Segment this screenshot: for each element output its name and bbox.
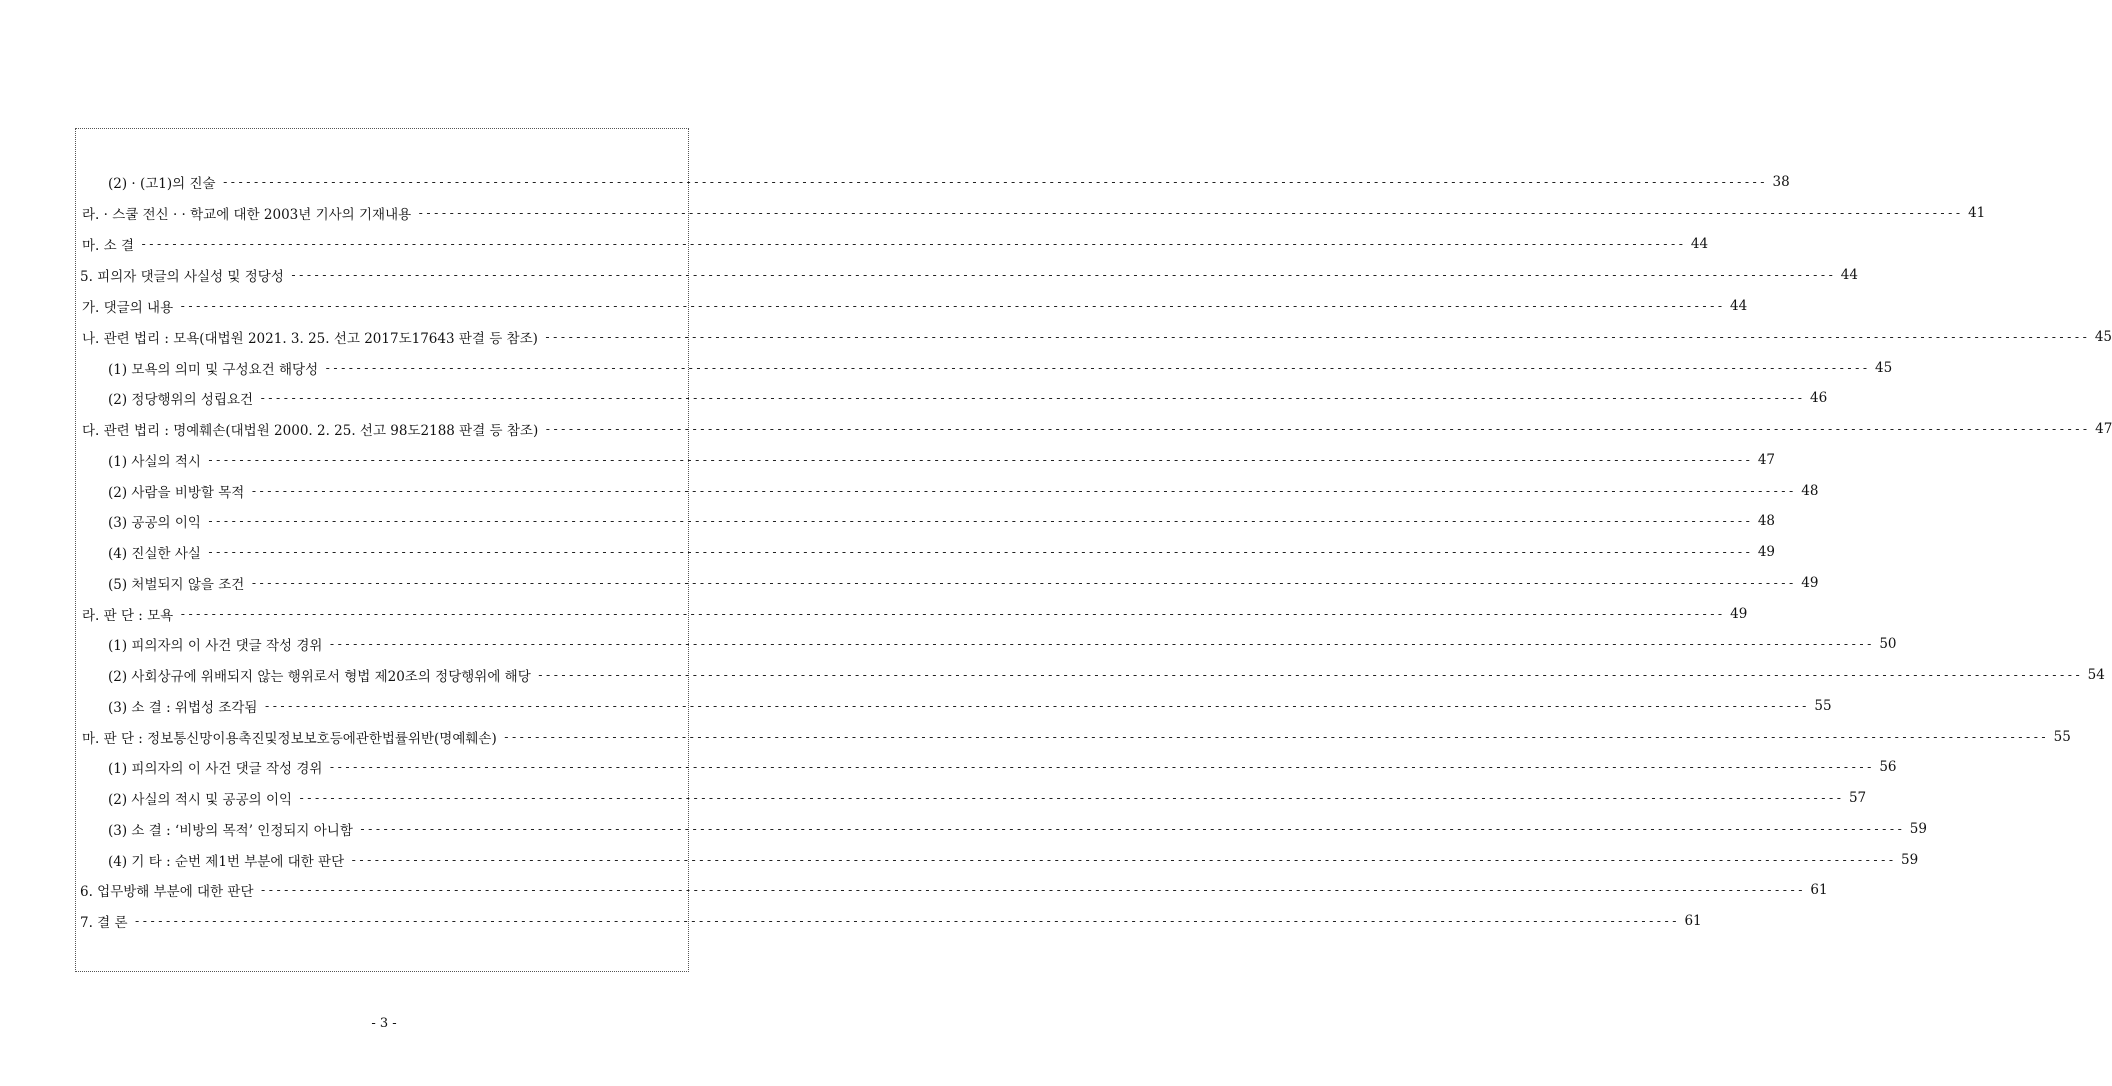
toc-dot-leader: -------------------------------------------------------------------------------------------------------------------------------------------------------------------------------------------------------- <box>206 545 1752 559</box>
toc-entry-title: (2) 사회상규에 위배되지 않는 행위로서 형법 제20조의 정당행위에 해당 <box>108 669 531 685</box>
toc-entry-page: 44 <box>1730 298 1748 314</box>
toc-entry[interactable] <box>76 510 1776 532</box>
toc-entry-title: 다. 관련 법리 : 명예훼손(대법원 2000. 2. 25. 선고 98도2188 판결 등 참조) <box>82 423 539 439</box>
toc-entry-page: 45 <box>1875 360 1893 376</box>
toc-dot-leader: -------------------------------------------------------------------------------------------------------------------------------------------------------------------------------------------------------- <box>250 576 1796 590</box>
toc-dot-leader: -------------------------------------------------------------------------------------------------------------------------------------------------------------------------------------------------------- <box>328 760 1874 774</box>
table-of-contents <box>75 128 2112 972</box>
toc-entry-page: 46 <box>1810 390 1828 406</box>
toc-dot-leader: -------------------------------------------------------------------------------------------------------------------------------------------------------------------------------------------------------- <box>206 453 1752 467</box>
toc-dot-leader: -------------------------------------------------------------------------------------------------------------------------------------------------------------------------------------------------------- <box>298 791 1843 805</box>
toc-dot-leader: -------------------------------------------------------------------------------------------------------------------------------------------------------------------------------------------------------- <box>543 330 2089 344</box>
toc-entry[interactable] <box>76 449 1776 471</box>
toc-entry[interactable] <box>76 387 1828 409</box>
toc-entry-page: 48 <box>1801 483 1819 499</box>
toc-dot-leader: -------------------------------------------------------------------------------------------------------------------------------------------------------------------------------------------------------- <box>536 668 2082 682</box>
toc-dot-leader: -------------------------------------------------------------------------------------------------------------------------------------------------------------------------------------------------------- <box>179 299 1725 313</box>
toc-entry-title: 7. 결 론 <box>80 915 128 931</box>
toc-entry-title: (3) 소 결 : 위법성 조각됨 <box>108 700 258 716</box>
toc-entry-title: (3) 공공의 이익 <box>108 515 201 531</box>
toc-entry-title: (2) 사람을 비방할 목적 <box>108 485 245 501</box>
toc-entry[interactable] <box>76 357 1893 379</box>
toc-entry[interactable] <box>76 879 1828 901</box>
toc-entry[interactable] <box>76 326 2112 348</box>
toc-entry-title: 마. 판 단 : 정보통신망이용촉진및정보보호등에관한법률위반(명예훼손) <box>82 731 497 747</box>
toc-dot-leader: -------------------------------------------------------------------------------------------------------------------------------------------------------------------------------------------------------- <box>417 206 1963 220</box>
toc-entry-page: 47 <box>1757 452 1776 468</box>
toc-entry[interactable] <box>76 726 2071 748</box>
toc-dot-leader: -------------------------------------------------------------------------------------------------------------------------------------------------------------------------------------------------------- <box>358 822 1904 836</box>
toc-dot-leader: -------------------------------------------------------------------------------------------------------------------------------------------------------------------------------------------------------- <box>133 914 1679 928</box>
toc-entry-title: 라. · 스쿨 전신 · · 학교에 대한 2003년 기사의 기재내용 <box>82 207 412 223</box>
toc-dot-leader: -------------------------------------------------------------------------------------------------------------------------------------------------------------------------------------------------------- <box>179 607 1725 621</box>
toc-entry-title: (1) 사실의 적시 <box>108 454 201 470</box>
toc-entry[interactable] <box>76 664 2105 686</box>
toc-entry-page: 41 <box>1968 205 1986 221</box>
toc-entry[interactable] <box>76 818 1927 840</box>
toc-entry-page: 45 <box>2094 329 2112 345</box>
toc-entry-title: (1) 모욕의 의미 및 구성요건 해당성 <box>108 362 319 378</box>
toc-entry-title: (2) · (고1)의 진술 <box>108 176 216 192</box>
toc-entry-page: 61 <box>1684 913 1702 929</box>
toc-dot-leader: -------------------------------------------------------------------------------------------------------------------------------------------------------------------------------------------------------- <box>259 391 1804 405</box>
toc-entry[interactable] <box>76 603 1748 625</box>
toc-dot-leader: -------------------------------------------------------------------------------------------------------------------------------------------------------------------------------------------------------- <box>324 361 1870 375</box>
toc-entry[interactable] <box>76 480 1819 502</box>
toc-entry-page: 44 <box>1690 236 1709 252</box>
toc-dot-leader: -------------------------------------------------------------------------------------------------------------------------------------------------------------------------------------------------------- <box>259 883 1805 897</box>
toc-entry-page: 44 <box>1840 267 1858 283</box>
toc-entry-title: (2) 사실의 적시 및 공공의 이익 <box>108 792 293 808</box>
toc-entry-title: (5) 처벌되지 않을 조건 <box>108 577 245 593</box>
toc-entry-page: 48 <box>1757 513 1776 529</box>
toc-entry[interactable] <box>76 787 1867 809</box>
toc-entry[interactable] <box>76 295 1748 317</box>
toc-entry-page: 61 <box>1810 882 1828 898</box>
toc-entry-page: 49 <box>1757 544 1776 560</box>
toc-entry-title: (3) 소 결 : ‘비방의 목적’ 인정되지 아니함 <box>108 823 353 839</box>
toc-entry-page: 56 <box>1879 759 1897 775</box>
toc-entry-page: 59 <box>1909 821 1927 837</box>
toc-entry[interactable] <box>76 202 1986 224</box>
toc-dot-leader: -------------------------------------------------------------------------------------------------------------------------------------------------------------------------------------------------------- <box>263 699 1809 713</box>
toc-dot-leader: -------------------------------------------------------------------------------------------------------------------------------------------------------------------------------------------------------- <box>328 637 1874 651</box>
toc-entry-page: 57 <box>1848 790 1867 806</box>
toc-entry[interactable] <box>76 849 1919 871</box>
toc-dot-leader: -------------------------------------------------------------------------------------------------------------------------------------------------------------------------------------------------------- <box>502 730 2048 744</box>
toc-entry[interactable] <box>76 633 1897 655</box>
toc-entry[interactable] <box>76 572 1819 594</box>
toc-entry-page: 59 <box>1901 852 1919 868</box>
toc-entry-title: 마. 소 결 <box>82 238 134 254</box>
toc-dot-leader: -------------------------------------------------------------------------------------------------------------------------------------------------------------------------------------------------------- <box>544 422 2090 436</box>
toc-entry[interactable] <box>76 695 1832 717</box>
toc-entry-page: 47 <box>2095 421 2112 437</box>
page-number: - 3 - <box>371 1016 397 1031</box>
toc-entry-title: (2) 정당행위의 성립요건 <box>108 392 254 408</box>
toc-dot-leader: -------------------------------------------------------------------------------------------------------------------------------------------------------------------------------------------------------- <box>289 268 1835 282</box>
toc-dot-leader: -------------------------------------------------------------------------------------------------------------------------------------------------------------------------------------------------------- <box>350 853 1896 867</box>
toc-entry[interactable] <box>76 418 2112 440</box>
toc-dot-leader: -------------------------------------------------------------------------------------------------------------------------------------------------------------------------------------------------------- <box>206 514 1752 528</box>
toc-dot-leader: -------------------------------------------------------------------------------------------------------------------------------------------------------------------------------------------------------- <box>250 484 1796 498</box>
toc-entry-page: 50 <box>1879 636 1897 652</box>
toc-dot-leader: -------------------------------------------------------------------------------------------------------------------------------------------------------------------------------------------------------- <box>221 175 1767 189</box>
toc-entry[interactable] <box>76 233 1709 255</box>
toc-entry[interactable] <box>76 264 1858 286</box>
toc-entry[interactable] <box>76 910 1702 932</box>
toc-entry-page: 55 <box>2053 729 2071 745</box>
toc-entry-page: 49 <box>1730 606 1748 622</box>
toc-entry[interactable] <box>76 171 1790 193</box>
toc-entry-title: 라. 판 단 : 모욕 <box>82 608 174 624</box>
toc-entry-title: 5. 피의자 댓글의 사실성 및 정당성 <box>80 269 284 285</box>
toc-entry-page: 49 <box>1801 575 1819 591</box>
toc-entry-title: (4) 진실한 사실 <box>108 546 201 562</box>
toc-entry-title: 가. 댓글의 내용 <box>82 300 174 316</box>
toc-entry-title: (1) 피의자의 이 사건 댓글 작성 경위 <box>108 761 323 777</box>
toc-entry[interactable] <box>76 541 1776 563</box>
toc-dot-leader: -------------------------------------------------------------------------------------------------------------------------------------------------------------------------------------------------------- <box>140 237 1685 251</box>
toc-entry-title: 나. 관련 법리 : 모욕(대법원 2021. 3. 25. 선고 2017도17643 판결 등 참조) <box>82 331 538 347</box>
toc-entry-page: 55 <box>1814 698 1832 714</box>
toc-entry[interactable] <box>76 756 1897 778</box>
toc-entry-title: 6. 업무방해 부분에 대한 판단 <box>80 884 254 900</box>
toc-entry-page: 38 <box>1772 174 1790 190</box>
toc-entry-title: (1) 피의자의 이 사건 댓글 작성 경위 <box>108 638 323 654</box>
toc-entry-page: 54 <box>2087 667 2105 683</box>
toc-entry-title: (4) 기 타 : 순번 제1번 부분에 대한 판단 <box>108 854 345 870</box>
